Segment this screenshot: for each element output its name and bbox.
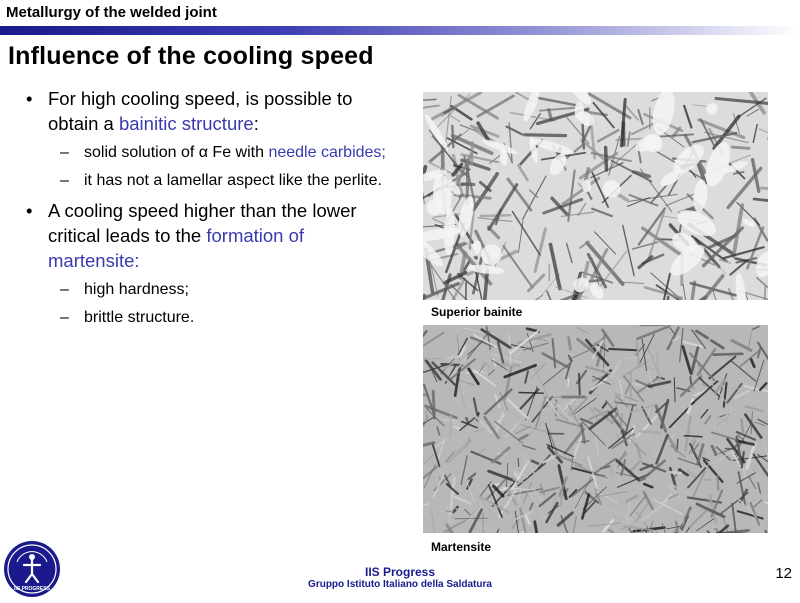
bullet-martensite [20,198,400,273]
sub-bullet-text: brittle structure. [84,309,194,326]
bullet-bainite [20,86,400,136]
martensite-micrograph [423,325,768,533]
sub-bullet-text: high hardness; [84,281,189,298]
sub-bullet-text: it has not a lamellar aspect like the perlite. [84,172,382,189]
bullet-text: For high cooling speed, is possible to obtain a [48,88,352,134]
sub-bullet-hardness [20,279,400,301]
header-title: Metallurgy of the welded joint [6,4,217,21]
martensite-caption: Martensite [431,540,491,554]
dash-marker: – [60,307,69,329]
bainite-micrograph [423,92,768,300]
sub-bullet-brittle [20,307,400,329]
sub-bullet-highlight: needle carbides; [268,144,385,161]
bainite-caption: Superior bainite [431,305,522,319]
dash-marker: – [60,279,69,301]
logo-text: IIS PROGRESS [14,586,51,592]
page-number: 12 [775,565,792,582]
sub-bullet-needle-carbides [20,142,400,164]
bullet-marker: • [26,86,32,111]
dash-marker: – [60,142,69,164]
bullet-text-end: : [254,113,259,134]
bullet-highlight: bainitic structure [119,113,254,134]
bullet-list [20,86,400,335]
header-bar [0,26,800,35]
footer-org: IIS Progress [0,565,800,579]
sub-bullet-lamellar [20,170,400,192]
slide-title: Influence of the cooling speed [8,42,374,71]
bullet-marker: • [26,198,32,223]
sub-bullet-text: solid solution of α Fe with [84,144,268,161]
bullet-text: A cooling speed higher than the lower critical leads to the [48,200,357,246]
footer-subtitle: Gruppo Istituto Italiano della Saldatura [0,579,800,590]
dash-marker: – [60,170,69,192]
bullet-highlight: formation of martensite: [48,225,304,271]
